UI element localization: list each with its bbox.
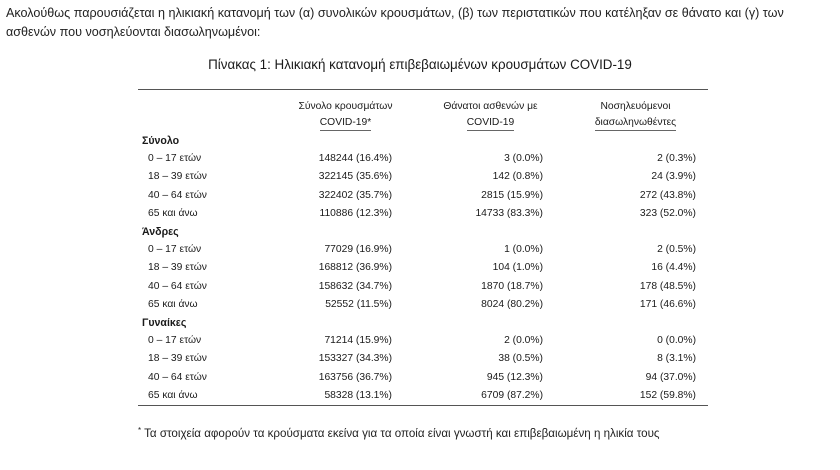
age-cell: 18 – 39 ετών <box>148 262 207 274</box>
group-label-total: Σύνολο <box>142 135 180 147</box>
intro-line-2: ασθενών που νοσηλεύονται διασωληνωμένοι: <box>6 25 261 39</box>
intubated-cell: 178 (48.5%) <box>639 280 696 292</box>
intubated-cell: 8 (3.1%) <box>657 353 696 365</box>
deaths-cell: 2815 (15.9%) <box>481 189 543 201</box>
group-row-total <box>138 132 708 150</box>
table-row <box>138 187 708 205</box>
intubated-cell: 94 (37.0%) <box>645 371 696 383</box>
header-total-cases-line1: Σύνολο κρουσμάτων <box>298 101 393 112</box>
deaths-cell: 142 (0.8%) <box>492 171 543 183</box>
age-cell: 40 – 64 ετών <box>148 189 207 201</box>
deaths-cell: 6709 (87.2%) <box>481 389 543 401</box>
header-total-cases <box>273 90 418 132</box>
age-distribution-table <box>138 90 708 405</box>
age-cell: 0 – 17 ετών <box>148 335 202 347</box>
deaths-cell: 14733 (83.3%) <box>475 207 543 219</box>
intubated-cell: 272 (43.8%) <box>639 189 696 201</box>
header-intubated-line1: Νοσηλευόμενοι <box>600 101 671 112</box>
intubated-cell: 16 (4.4%) <box>651 262 696 274</box>
cases-cell: 110886 (12.3%) <box>319 207 392 219</box>
age-cell: 40 – 64 ετών <box>148 371 207 383</box>
cases-cell: 158632 (34.7%) <box>318 280 392 292</box>
table-row <box>138 350 708 368</box>
header-intubated-line2: διασωληνωθέντες <box>595 116 676 131</box>
intubated-cell: 152 (59.8%) <box>639 389 696 401</box>
table-header-row <box>138 90 708 132</box>
cases-cell: 163756 (36.7%) <box>318 371 392 383</box>
intro-paragraph <box>6 4 834 42</box>
cases-cell: 58328 (13.1%) <box>324 389 392 401</box>
table-footnote <box>138 427 660 440</box>
cases-cell: 71214 (15.9%) <box>324 335 392 347</box>
age-cell: 18 – 39 ετών <box>148 353 207 365</box>
age-cell: 65 και άνω <box>148 207 198 219</box>
group-label-women: Γυναίκες <box>142 317 187 330</box>
intubated-cell: 24 (3.9%) <box>651 171 696 183</box>
header-deaths <box>418 90 563 132</box>
table-row <box>138 278 708 296</box>
cases-cell: 322145 (35.6%) <box>318 171 392 183</box>
cases-cell: 77029 (16.9%) <box>324 244 392 256</box>
cases-cell: 148244 (16.4%) <box>318 153 392 165</box>
intubated-cell: 323 (52.0%) <box>639 207 696 219</box>
group-row-women <box>138 314 708 332</box>
header-deaths-line1: Θάνατοι ασθενών με <box>443 101 538 112</box>
table-row <box>138 168 708 186</box>
cases-cell: 322402 (35.7%) <box>318 189 392 201</box>
cases-cell: 153327 (34.3%) <box>318 353 392 365</box>
deaths-cell: 1 (0.0%) <box>504 244 543 256</box>
age-cell: 18 – 39 ετών <box>148 171 207 183</box>
deaths-cell: 2 (0.0%) <box>504 335 543 347</box>
header-total-cases-line2: COVID-19* <box>320 116 372 131</box>
intubated-cell: 2 (0.3%) <box>657 153 696 165</box>
deaths-cell: 38 (0.5%) <box>498 353 543 365</box>
age-cell: 40 – 64 ετών <box>148 280 207 292</box>
age-distribution-table-container <box>138 89 708 406</box>
intubated-cell: 2 (0.5%) <box>657 244 696 256</box>
table-row <box>138 296 708 314</box>
table-title: Πίνακας 1: Ηλικιακή κατανομή επιβεβαιωμένων κρουσμάτων COVID-19 <box>208 57 632 72</box>
intubated-cell: 171 (46.6%) <box>639 298 696 310</box>
deaths-cell: 945 (12.3%) <box>486 371 543 383</box>
group-label-men: Άνδρες <box>142 226 179 239</box>
table-row <box>138 205 708 223</box>
cases-cell: 52552 (11.5%) <box>325 298 392 310</box>
deaths-cell: 104 (1.0%) <box>492 262 543 274</box>
deaths-cell: 1870 (18.7%) <box>481 280 543 292</box>
table-row <box>138 332 708 350</box>
deaths-cell: 3 (0.0%) <box>504 153 543 165</box>
group-row-men <box>138 223 708 241</box>
age-cell: 0 – 17 ετών <box>148 153 202 165</box>
intubated-cell: 0 (0.0%) <box>657 335 696 347</box>
header-intubated <box>563 90 708 132</box>
cases-cell: 168812 (36.9%) <box>318 262 392 274</box>
age-cell: 65 και άνω <box>148 389 198 401</box>
footnote-marker: * <box>138 426 142 435</box>
intro-line-1: Ακολούθως παρουσιάζεται η ηλικιακή κατανομή των (α) συνολικών κρουσμάτων, (β) των περιστατικών που κατέληξαν σε θάνατο και (γ) των <box>6 6 784 20</box>
age-cell: 65 και άνω <box>148 298 198 310</box>
table-row <box>138 241 708 259</box>
footnote-text: Τα στοιχεία αφορούν τα κρούσματα εκείνα για τα οποία είναι γνωστή και επιβεβαιωμένη η ηλικία τους <box>144 427 660 440</box>
age-cell: 0 – 17 ετών <box>148 244 202 256</box>
table-bottom-rule <box>138 405 708 406</box>
header-deaths-line2: COVID-19 <box>467 116 515 131</box>
table-row <box>138 259 708 277</box>
header-age <box>138 90 273 132</box>
table-row <box>138 150 708 168</box>
table-row <box>138 387 708 405</box>
table-row <box>138 369 708 387</box>
deaths-cell: 8024 (80.2%) <box>481 298 543 310</box>
